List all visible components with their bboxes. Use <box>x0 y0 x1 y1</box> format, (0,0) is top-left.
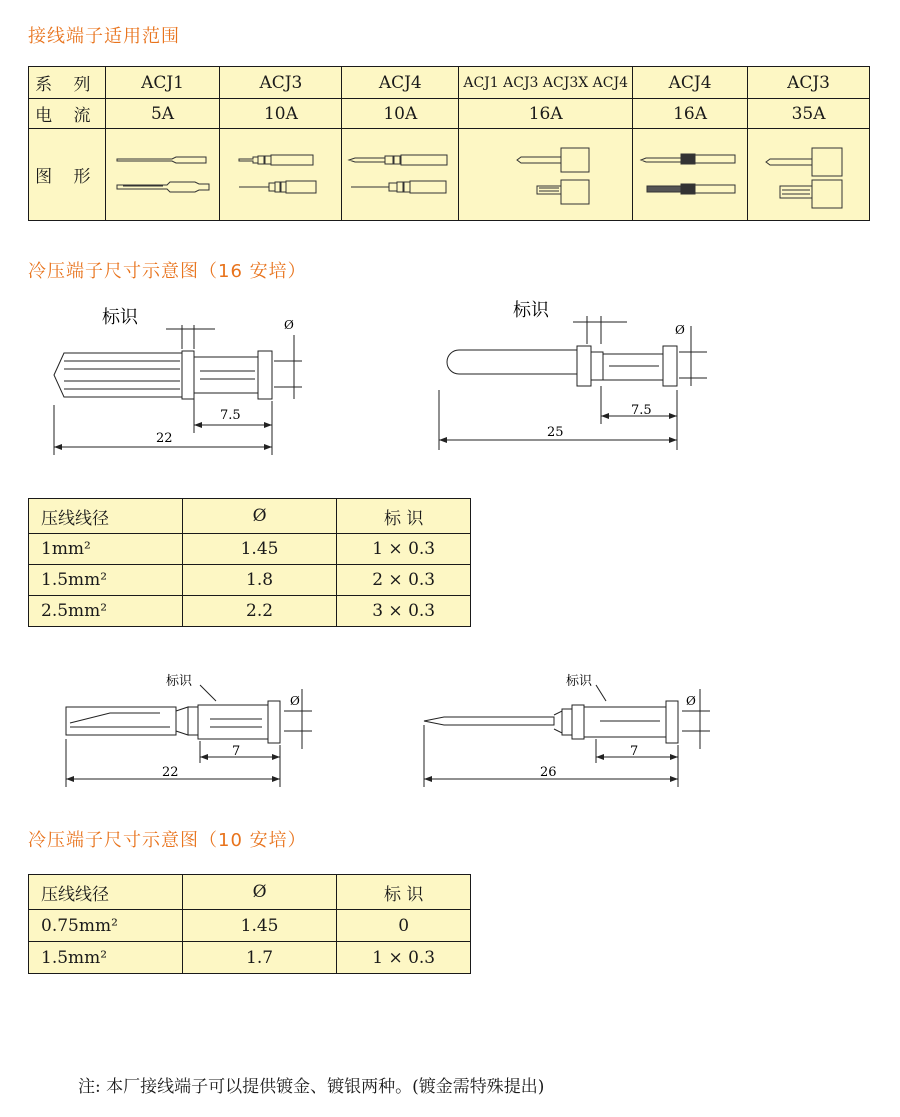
terminal-thumbnail <box>220 129 342 221</box>
dim-total: 25 <box>547 425 564 440</box>
series-cell: ACJ4 <box>633 67 748 99</box>
section-title-10a: 冷压端子尺寸示意图（10 安培） <box>28 830 307 851</box>
table-header: 压线线径 <box>29 499 183 534</box>
current-cell: 10A <box>220 99 342 129</box>
diameter-symbol: Ø <box>675 323 685 337</box>
terminal-thumbnail <box>459 129 633 221</box>
mark-label: 标识 <box>566 674 593 689</box>
socket-drawing-10a <box>40 665 330 795</box>
current-cell: 16A <box>633 99 748 129</box>
mark-label: 标识 <box>102 307 138 328</box>
dim-short: 7.5 <box>631 403 652 418</box>
mark-label: 标识 <box>166 674 193 689</box>
table-row: 0.75mm² 1.45 0 <box>29 910 471 942</box>
current-cell: 35A <box>748 99 870 129</box>
mark-label: 标识 <box>513 300 549 321</box>
series-cell: ACJ1 ACJ3 ACJ3X ACJ4 <box>459 67 633 99</box>
current-cell: 16A <box>459 99 633 129</box>
terminal-thumbnail <box>105 129 220 221</box>
pin-drawing-16a <box>425 290 715 465</box>
socket-drawing-16a <box>40 295 310 465</box>
series-cell: ACJ1 <box>105 67 220 99</box>
dim-short: 7 <box>630 744 639 759</box>
table-row: 2.5mm² 2.2 3 × 0.3 <box>29 596 471 627</box>
terminal-thumbnail <box>748 129 870 221</box>
series-label: 系 列 <box>29 67 106 99</box>
footer-note: 注: 本厂接线端子可以提供镀金、镀银两种。(镀金需特殊提出) <box>78 1077 545 1097</box>
pin-drawing-10a <box>410 665 720 795</box>
series-cell: ACJ4 <box>342 67 459 99</box>
table-row: 1mm² 1.45 1 × 0.3 <box>29 534 471 565</box>
section-title-range: 接线端子适用范围 <box>28 26 180 47</box>
diameter-symbol: Ø <box>290 694 300 708</box>
terminal-thumbnail <box>342 129 459 221</box>
section-title-16a: 冷压端子尺寸示意图（16 安培） <box>28 261 307 282</box>
current-cell: 5A <box>105 99 220 129</box>
range-table <box>28 66 870 221</box>
table-row: 1.5mm² 1.7 1 × 0.3 <box>29 942 471 974</box>
table-header: 标 识 <box>337 875 471 910</box>
dim-total: 26 <box>540 765 557 780</box>
wire-table-10a <box>28 874 471 974</box>
table-header: 压线线径 <box>29 875 183 910</box>
terminal-thumbnail <box>633 129 748 221</box>
table-header: Ø <box>182 499 337 534</box>
dim-total: 22 <box>162 765 179 780</box>
series-cell: ACJ3 <box>220 67 342 99</box>
series-cell: ACJ3 <box>748 67 870 99</box>
wire-table-16a <box>28 498 471 627</box>
table-header: Ø <box>182 875 337 910</box>
table-row: 1.5mm² 1.8 2 × 0.3 <box>29 565 471 596</box>
dim-short: 7.5 <box>220 408 241 423</box>
table-header: 标 识 <box>337 499 471 534</box>
dim-total: 22 <box>156 431 173 446</box>
shape-label: 图 形 <box>29 129 106 221</box>
current-cell: 10A <box>342 99 459 129</box>
dim-short: 7 <box>232 744 241 759</box>
diameter-symbol: Ø <box>686 694 696 708</box>
diameter-symbol: Ø <box>284 318 294 332</box>
current-label: 电 流 <box>29 99 106 129</box>
